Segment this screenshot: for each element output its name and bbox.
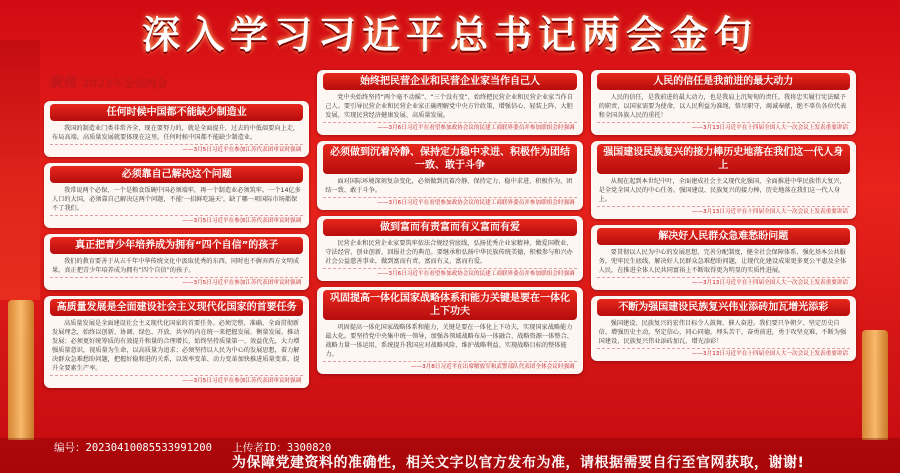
quote-card xyxy=(591,225,856,290)
quote-card xyxy=(317,70,582,135)
card-body: 强国建设、民族复兴的宏伟目标令人鼓舞、催人奋进。我们要只争朝夕、坚定历史自信、增强历史主动，坚定信心，同心同德，埋头苦干，奋勇前进，勇于攻坚克难，不断为强国建设、民族复兴伟业添砖加瓦、增光添彩！ xyxy=(598,320,847,345)
card-body: 民营企业和民营企业家要筑牢依法合规经营底线，弘扬优秀企业家精神，做爱国敬业、守法经营、创业创新、回报社会的典范。要继承和弘扬中华民族传统美德，积极参与和兴办社会公益慈善事业，做到富而有责、富而有义、富而有爱。 xyxy=(325,240,573,265)
card-body: 党中央始终坚持“两个毫不动摇”、“三个没有变”，始终把民营企业和民营企业家当作自己人。要引导民营企业和民营企业家正确理解党中央方针政策，增强信心、轻装上阵、大胆发展，实现民营经济健康发展、高质量发展。 xyxy=(325,94,573,119)
card-heading: 人民的信任是我前进的最大动力 xyxy=(597,73,850,90)
card-heading: 任何时候中国都不能缺少制造业 xyxy=(50,104,303,121)
card-body: 要贯彻以人民为中心的发展思想，完善分配制度，健全社会保障体系，强化基本公共服务，兜牢民生底线，解决好人民群众急难愁盼问题，让现代化建设成果更多更公平惠及全体人民，在推进全体人民共同富裕上不断取得更为明显的实质性进展。 xyxy=(598,249,847,274)
card-body: 高质量发展是全面建设社会主义现代化国家的首要任务。必须完整、准确、全面贯彻新发展理念，始终以创新、协调、绿色、开放、共享的内在统一来把握发展、衡量发展、推动发展；必须更好统筹质的有效提升和量的合理增长，始终坚持质量第一、效益优先，大力增强质量意识，视质量为生命，以高质量为追求；必须坚持以人民为中心的发展思想，着力解决群众急难愁盼问题，把握好稳和进的关系，以效率变革、动力变革加快推进质量变革，提升全要素生产率。 xyxy=(52,320,300,372)
quote-card xyxy=(591,141,856,219)
card-heading: 真正把青少年培养成为拥有“四个自信”的孩子 xyxy=(50,237,303,254)
card-body: 我常说两个必保，一个是粮食饭碗中国必须端牢，再一个制造业必须筑牢。一个14亿多人口的大国，必须靠自己解决这两个问题，不能‘一招鲜吃遍天’，缺了哪一项国际市场都保不了我们。 xyxy=(52,187,301,212)
card-heading: 强国建设民族复兴的接力棒历史地落在我们这一代人身上 xyxy=(597,144,850,174)
card-heading: 必须靠自己解决这个问题 xyxy=(50,166,303,183)
card-body: 从现在起到本世纪中叶，全面建成社会主义现代化强国、全面推进中华民族伟大复兴，是全党全国人民的中心任务。强国建设、民族复兴的接力棒，历史地落在我们这一代人身上。 xyxy=(598,178,846,203)
quote-card xyxy=(317,287,582,374)
page-title: 深入学习习近平总书记两会金句 xyxy=(141,11,758,57)
uploader-id: 上传者ID：3300820 xyxy=(232,442,332,454)
lead-banner xyxy=(44,70,309,95)
lead-title: 2023年全国两会 xyxy=(82,77,168,90)
card-source: ——3月5日习近平在参加江苏代表团审议时强调 xyxy=(50,215,303,226)
card-source: ——3月5日习近平在参加江苏代表团审议时强调 xyxy=(50,144,303,155)
quote-card xyxy=(44,163,309,228)
quote-card xyxy=(44,234,309,290)
card-source: ——3月6日习近平在看望参加政协会议的民建工商联界委员并参加联组会时强调 xyxy=(323,122,576,133)
card-source: ——3月13日习近平在十四届全国人大一次会议上发表重要讲话 xyxy=(597,348,850,359)
card-source: ——3月13日习近平在十四届全国人大一次会议上发表重要讲话 xyxy=(597,122,850,133)
card-heading: 必须做到沉着冷静、保持定力稳中求进、积极作为团结一致、敢于斗争 xyxy=(323,144,576,174)
card-source: ——3月5日习近平在参加江苏代表团审议时强调 xyxy=(50,277,303,288)
card-body: 人民的信任，是我前进的最大动力，也是我肩上沉甸甸的责任。我将忠实履行宪法赋予的职责，以国家需要为使命，以人民利益为准绳，恪尽职守，竭诚奉献，绝不辜负各位代表和全国各族人民的重托！ xyxy=(598,94,847,119)
card-source: ——3月6日习近平在看望参加政协会议的民建工商联界委员并参加联组会时强调 xyxy=(323,268,576,279)
card-heading: 高质量发展是全面建设社会主义现代化国家的首要任务 xyxy=(50,299,303,316)
quote-card xyxy=(44,296,309,388)
card-heading: 不断为强国建设民族复兴伟业添砖加瓦增光添彩 xyxy=(597,299,850,316)
card-body: 巩固提高一体化国家战略体系和能力，关键是要在一体化上下功夫，实现国家战略能力最大化。要坚持党中央集中统一领导，加强各领域战略布局一体融合、战略资源一体整合、战略力量一体运用，系统提升我国应对战略风险、维护战略利益、实现战略目标的整体能力。 xyxy=(325,324,573,358)
card-heading: 解决好人民群众急难愁盼问题 xyxy=(597,228,850,245)
huabiao-pillar-right xyxy=(862,330,888,440)
column-3 xyxy=(591,70,856,434)
content-board xyxy=(40,66,860,438)
card-heading: 巩固提高一体化国家战略体系和能力关键是要在一体化上下功夫 xyxy=(323,290,576,320)
card-body: 面对国际环境深刻复杂变化，必须做到沉着冷静、保持定力，稳中求进、积极作为，团结一致、敢于斗争。 xyxy=(325,178,573,194)
disclaimer-notice: 为保障党建资料的准确性，相关文字以官方发布为准，请根据需要自行至官网获取，谢谢! xyxy=(232,455,805,471)
image-id: 编号：20230410085533991200 xyxy=(54,442,212,454)
quote-card xyxy=(591,296,856,361)
flag-decoration xyxy=(0,40,40,300)
lead-brush-text: 聚焦 xyxy=(48,75,76,91)
quote-card xyxy=(317,216,582,281)
card-source: ——3月13日习近平在十四届全国人大一次会议上发表重要讲话 xyxy=(597,277,850,288)
card-source: ——3月13日习近平在十四届全国人大一次会议上发表重要讲话 xyxy=(597,206,850,217)
column-1 xyxy=(44,70,309,434)
column-2 xyxy=(317,70,582,434)
card-body: 我国的制造业门类非常齐全，现在要努力的，就是全面提升，过去的中低端要向上走，布局高端。高质量发展就要体现在这里。任何时候中国都不能缺少制造业。 xyxy=(52,125,300,141)
quote-card xyxy=(591,70,856,135)
header xyxy=(0,0,900,62)
card-source: ——3月6日习近平在看望参加政协会议的民建工商联界委员并参加联组会时强调 xyxy=(323,197,576,208)
quote-card xyxy=(44,101,309,157)
quote-card xyxy=(317,141,582,210)
card-heading: 始终把民营企业和民营企业家当作自己人 xyxy=(323,73,576,90)
card-body: 我们的教育要善于从五千年中华传统文化中汲取优秀的东西，同时也不摒弃西方文明成果，真正把青少年培养成为拥有“四个自信”的孩子。 xyxy=(52,258,300,274)
card-source: ——3月8日习近平在出席解放军和武警部队代表团全体会议时强调 xyxy=(323,361,576,372)
huabiao-pillar-left xyxy=(8,300,34,440)
card-source: ——3月5日习近平在参加江苏代表团审议时强调 xyxy=(50,375,303,386)
card-heading: 做到富而有责富而有义富而有爱 xyxy=(323,219,576,236)
